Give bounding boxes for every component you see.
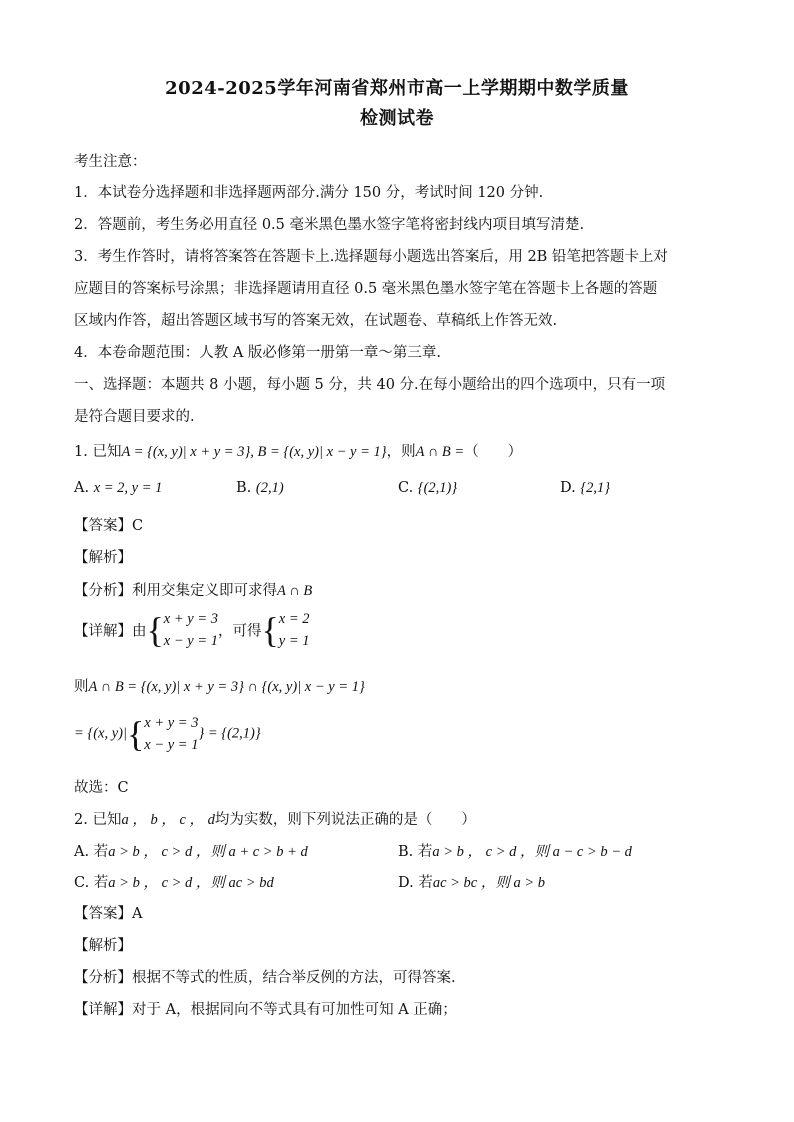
notice-item-3c: 区域内作答，超出答题区域书写的答案无效，在试题卷、草稿纸上作答无效. [74, 313, 558, 329]
q2-option-b [398, 840, 632, 861]
notice-item-3b: 应题目的答案标号涂黑；非选择题请用直径 0.5 毫米黑色墨水签字笔在答题卡上各题的答题 [74, 281, 658, 297]
section-heading-b: 是符合题目要求的. [74, 409, 195, 425]
q2-option-c-text: a > b ， c > d ，则 ac > bd [108, 875, 274, 891]
section-heading-a: 一、选择题：本题共 8 小题，每小题 5 分，共 40 分.在每小题给出的四个选项中，只有一项 [74, 377, 666, 393]
q1-analysis: 【解析】 [74, 550, 132, 566]
q1-option-b-label: B. [236, 480, 252, 496]
q1-fenxi-label: 【分析】利用交集定义即可求得 [74, 583, 277, 599]
q2-option-d-text: ac > bc ，则 a > b [432, 875, 546, 891]
q1-system-2-row-2: y = 1 [278, 633, 310, 649]
notice-heading: 考生注意： [74, 154, 147, 170]
q1-stem-expr: A ∩ B = [415, 444, 465, 460]
q1-system-1-row-1: x + y = 3 [163, 611, 218, 627]
q2-option-a-label: A. 若 [74, 844, 109, 860]
q1-stem-prefix: 1. 已知 [74, 444, 122, 460]
q1-option-d [560, 480, 610, 497]
q2-option-b-label: B. 若 [398, 844, 433, 860]
q1-option-d-text: {2,1} [580, 480, 611, 496]
q1-then [74, 675, 365, 696]
q1-stem-sets: A = {(x, y)| x + y = 3}, B = {(x, y)| x − y = 1} [121, 444, 387, 460]
q1-option-c-label: C. [398, 480, 414, 496]
q1-xiangjie [74, 608, 310, 652]
q2-xiangjie: 【详解】对于 A，根据同向不等式具有可加性可知 A 正确； [74, 1002, 457, 1018]
notice-item-2: 2．答题前，考生务必用直径 0.5 毫米黑色墨水签字笔将密封线内项目填写清楚. [74, 217, 585, 233]
q2-answer: 【答案】A [74, 906, 143, 922]
q2-option-c [74, 871, 274, 892]
q1-system-2-row-1: x = 2 [278, 611, 310, 627]
q1-xiangjie-label: 【详解】由 [74, 623, 147, 640]
title-line-1: 2024-2025学年河南省郑州市高一上学期期中数学质量 [165, 78, 629, 99]
q2-fenxi: 【分析】根据不等式的性质，结合举反例的方法，可得答案. [74, 970, 456, 986]
q1-answer: 【答案】C [74, 518, 144, 534]
q1-equation-system [144, 712, 198, 756]
q2-option-b-text: a > b ， c > d ，则 a − c > b − d [432, 844, 632, 860]
q1-equation-suffix: } = {(2,1)} [198, 725, 261, 742]
q1-fenxi [74, 579, 312, 600]
q2-option-a [74, 840, 308, 861]
q1-option-c [398, 480, 457, 497]
q2-option-d-label: D. 若 [398, 875, 433, 891]
q1-system-1 [164, 608, 218, 652]
q1-stem-suffix: ，则 [386, 444, 416, 460]
q1-option-b [236, 480, 284, 497]
q1-system-1-row-2: x − y = 1 [163, 633, 218, 649]
q1-option-b-text: (2,1) [255, 480, 284, 496]
q1-option-a [74, 480, 162, 497]
q1-equation [74, 712, 261, 756]
q1-stem-paren: （ ） [464, 444, 523, 460]
q2-analysis: 【解析】 [74, 938, 132, 954]
q1-kede: ，可得 [217, 623, 262, 640]
q1-equation-prefix: = {(x, y)| [74, 725, 127, 742]
q1-option-d-label: D. [560, 480, 576, 496]
q1-equation-row-2: x − y = 1 [144, 737, 199, 753]
title-line-2: 检测试卷 [360, 108, 434, 129]
q1-option-c-text: {(2,1)} [417, 480, 458, 496]
q2-stem-vars: a ， b ， c ， d [121, 812, 215, 828]
q1-stem [74, 440, 522, 461]
q2-option-a-text: a > b ， c > d ，则 a + c > b + d [108, 844, 308, 860]
q1-system-2 [279, 608, 310, 652]
q1-choice: 故选：C [74, 780, 129, 796]
q1-option-a-label: A. [74, 480, 90, 496]
q2-stem [74, 808, 476, 829]
q1-fenxi-expr: A ∩ B [277, 583, 313, 599]
q1-then-prefix: 则 [74, 679, 89, 695]
q2-option-c-label: C. 若 [74, 875, 109, 891]
notice-item-4: 4．本卷命题范围：人教 A 版必修第一册第一章～第三章. [74, 345, 442, 361]
q1-equation-row-1: x + y = 3 [144, 715, 199, 731]
notice-item-3a: 3．考生作答时，请将答案答在答题卡上.选择题每小题选出答案后，用 2B 铅笔把答题卡上对 [74, 249, 668, 265]
q2-stem-suffix: 均为实数，则下列说法正确的是（ ） [214, 812, 476, 828]
q2-option-d [398, 871, 545, 892]
left-brace-icon: { [146, 610, 164, 650]
q2-stem-prefix: 2. 已知 [74, 812, 122, 828]
q1-then-expr: A ∩ B = {(x, y)| x + y = 3} ∩ {(x, y)| x − y = 1} [88, 679, 365, 695]
notice-item-1: 1．本试卷分选择题和非选择题两部分.满分 150 分，考试时间 120 分钟. [74, 185, 544, 201]
q1-option-a-text: x = 2, y = 1 [93, 480, 163, 496]
left-brace-icon: { [126, 714, 145, 754]
left-brace-icon: { [261, 610, 279, 650]
